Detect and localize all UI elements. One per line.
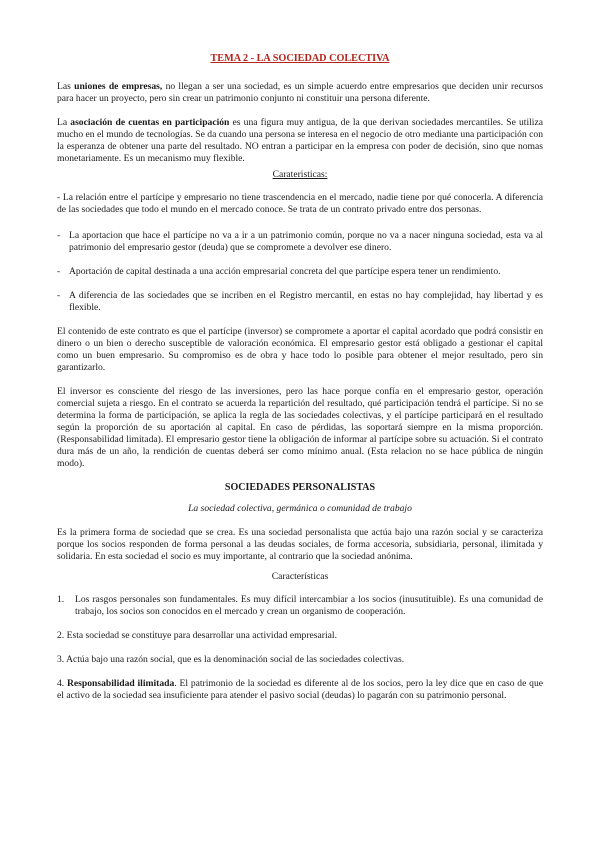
section-caracteristicas-1 — [57, 169, 543, 181]
list-item-text: A diferencia de las sociedades que se incriben en el Registro mercantil, en estas no hay complejidad, hay libertad y es flexible. — [69, 290, 543, 313]
section-heading-personalistas: SOCIEDADES PERSONALISTAS — [224, 482, 376, 493]
paragraph-asociacion — [57, 117, 543, 165]
p1-post: no llegan a ser una sociedad, es un simple acuerdo entre empresarios que deciden unir recursos para hacer un proyecto, pero sin crear un patrimonio conjunto ni constituir una persona diferente. — [57, 81, 543, 104]
list-item-text: Aportación de capital destinada a una acción empresarial concreta del que partícipe espera tener un rendimiento. — [69, 266, 501, 277]
p1-bold-term: uniones de empresas, — [74, 81, 163, 92]
p4-text: El contenido de este contrato es que el partícipe (inversor) se compromete a aportar el capital acordado que podrá consistir en dinero o un bien o derecho susceptible de valoración económica. El empresario gestor está obligado a gestionar el capital como un buen empresario. Su compromiso es de obra y hace todo lo posible para obtener el mejor resultado, pero sin garantizarlo. — [57, 326, 543, 373]
item4-num: 4. — [57, 678, 67, 689]
p3-text: - La relación entre el partícipe y empresario no tiene trascendencia en el mercado, nadie tiene por qué conocerla. A diferencia de las sociedades que todo el mundo en el mercado conoce. Se trata de un contrato privado entre dos personas. — [57, 192, 543, 215]
p2-pre: La — [57, 117, 71, 128]
section-subheading: La sociedad colectiva, germánica o comunidad de trabajo — [188, 503, 412, 514]
p1-pre: Las — [57, 81, 75, 92]
dash-bullet: - — [57, 290, 61, 301]
paragraph-uniones — [57, 81, 543, 105]
paragraph-primera-forma — [57, 527, 543, 563]
list-number: 1. — [57, 594, 65, 605]
list-item — [57, 266, 543, 278]
p5-text: El inversor es consciente del riesgo de las inversiones, pero las hace porque confía en el empresario gestor, operación comercial sujeta a riesgo. En el contrato se acuerda la repartición del resultado, qué participación tendrá el partícipe. Si no se determina la forma de participación, se aplica la regla de las sociedades colectivas, y el partícipe participará en el resultado según la proporción de su aportación al capital. En caso de pérdidas, las soportará siempre en la misma proporción. (Responsabilidad limitada). El empresario gestor tiene la obligación de informar al partícipe sobre su actuación. Si el contrato dura más de un año, la rendición de cuentas deberá ser como mínimo anual. (Esta relacion no se hace pública de ningún modo). — [57, 386, 543, 469]
p6-text: Es la primera forma de sociedad que se crea. Es una sociedad personalista que actúa bajo una razón social y se caracteriza porque los socios responden de forma personal a las deudas sociales, de forma accesoria, subsidiaria, personal, ilimitada y solidaria. En esta sociedad el socio es muy importante, al contrario que la sociedad anónima. — [57, 527, 543, 562]
list-item-text: Los rasgos personales son fundamentales. Es muy difícil intercambiar a los socios (inusutituible). Es una comunidad de trabajo, los socios son conocidos en el mercado y crean un organismo de cooperación. — [75, 594, 543, 617]
paragraph-contenido — [57, 326, 543, 374]
section-caracteristicas-2: Características — [271, 571, 329, 582]
page-title: TEMA 2 - LA SOCIEDAD COLECTIVA — [210, 53, 390, 64]
item3-text: 3. Actúa bajo una razón social, que es la denominación social de las sociedades colectivas. — [57, 654, 405, 665]
caracteristicas-heading-1: Carateristicas: — [272, 169, 328, 180]
paragraph-item-2 — [57, 630, 543, 642]
list-item — [57, 594, 543, 618]
paragraph-inversor — [57, 386, 543, 470]
p2-bold-term: asociación de cuentas en participación — [70, 117, 230, 128]
p2-post: es una figura muy antigua, de la que derivan sociedades mercantiles. Se utiliza mucho en el mundo de tecnologías. Se da cuando una persona se interesa en el negocio de otro mediante una participación con la esperanza de obtener una parte del resultado. NO entran a participar en la empresa con poder de decisión, sino que nomas monetariamente. Es un mecanismo muy flexible. — [57, 117, 543, 164]
paragraph-relacion — [57, 192, 543, 216]
item4-bold-term: Responsabilidad ilimitada — [67, 678, 175, 689]
list-item-text: La aportacion que hace el partícipe no va a ir a un patrimonio común, porque no va a nacer ninguna sociedad, esta va al patrimonio del empresario gestor (deuda) que se compromete a devolver ese dinero. — [69, 230, 543, 253]
paragraph-item-3 — [57, 654, 543, 666]
document-page — [57, 53, 543, 714]
item2-text: 2. Esta sociedad se constituye para desarrollar una actividad empresarial. — [57, 630, 337, 641]
dash-bullet: - — [57, 230, 61, 241]
list-item — [57, 290, 543, 314]
paragraph-item-4 — [57, 678, 543, 702]
list-item — [57, 230, 543, 254]
item4-post: . El patrimonio de la sociedad es diferente al de los socios, pero la ley dice que en caso de que el activo de la sociedad sea insuficiente para atender el pasivo social (deudas) lo pagarán con su patrimonio personal. — [57, 678, 543, 701]
dash-bullet: - — [57, 266, 61, 277]
